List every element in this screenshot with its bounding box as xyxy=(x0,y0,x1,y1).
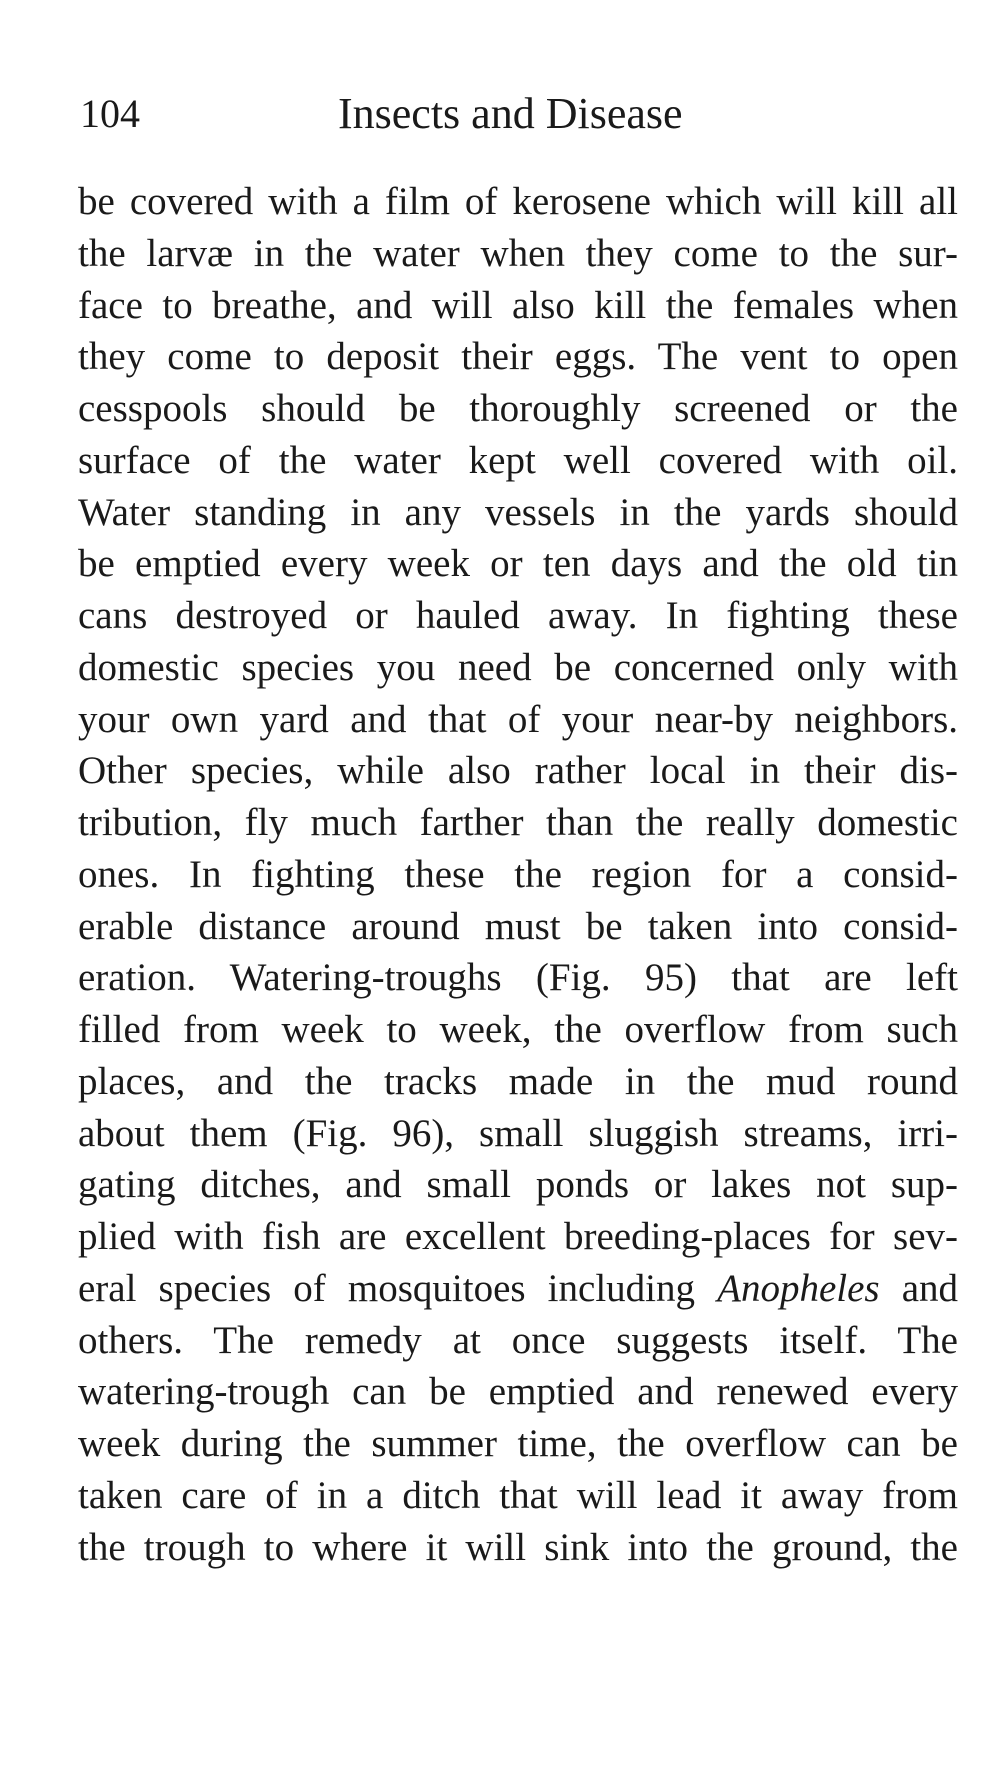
text-line: face to breathe, and will also kill the females when xyxy=(78,283,958,327)
text-line: Other species, while also rather local in their dis- xyxy=(78,749,958,793)
text-line: surface of the water kept well covered with oil. xyxy=(78,438,958,482)
text-line: plied with fish are excellent breeding-places for sev- xyxy=(78,1215,958,1258)
text-line-with-italic xyxy=(78,1263,958,1315)
italic-genus-name: Anopheles xyxy=(717,1266,880,1310)
running-head xyxy=(80,84,960,144)
text-segment: eral species of mosquitoes including xyxy=(78,1266,695,1310)
text-segment: and xyxy=(901,1266,958,1310)
text-line: the trough to where it will sink into the ground, the xyxy=(78,1525,958,1569)
text-line: be covered with a film of kerosene which will kill all xyxy=(78,180,958,223)
text-line: cesspools should be thoroughly screened or the xyxy=(78,387,958,430)
body-text xyxy=(78,176,958,1573)
text-line: they come to deposit their eggs. The vent to open xyxy=(78,335,958,379)
page-number: 104 xyxy=(80,91,140,136)
text-line: about them (Fig. 96), small sluggish streams, irri- xyxy=(78,1111,958,1155)
text-line: eration. Watering-troughs (Fig. 95) that are left xyxy=(78,956,958,1000)
text-line: gating ditches, and small ponds or lakes not sup- xyxy=(78,1163,958,1207)
text-line: filled from week to week, the overflow from such xyxy=(78,1008,958,1051)
running-title: Insects and Disease xyxy=(338,89,683,138)
text-line: tribution, fly much farther than the really domestic xyxy=(78,801,958,844)
text-line: week during the summer time, the overflow can be xyxy=(78,1422,958,1465)
text-line: watering-trough can be emptied and renewed every xyxy=(78,1370,958,1414)
text-line: taken care of in a ditch that will lead it away from xyxy=(78,1473,958,1517)
text-line: cans destroyed or hauled away. In fighting these xyxy=(78,594,958,637)
text-line: domestic species you need be concerned only with xyxy=(78,645,958,689)
text-line: places, and the tracks made in the mud round xyxy=(78,1059,958,1103)
text-line: the larvæ in the water when they come to the sur- xyxy=(78,231,958,275)
text-line: be emptied every week or ten days and the old tin xyxy=(78,542,958,586)
text-line: erable distance around must be taken into consid- xyxy=(78,904,958,948)
text-line: Water standing in any vessels in the yards should xyxy=(78,490,958,534)
text-line: ones. In fighting these the region for a consid- xyxy=(78,852,958,896)
text-line: others. The remedy at once suggests itself. The xyxy=(78,1318,958,1362)
text-line: your own yard and that of your near-by neighbors. xyxy=(78,697,958,741)
